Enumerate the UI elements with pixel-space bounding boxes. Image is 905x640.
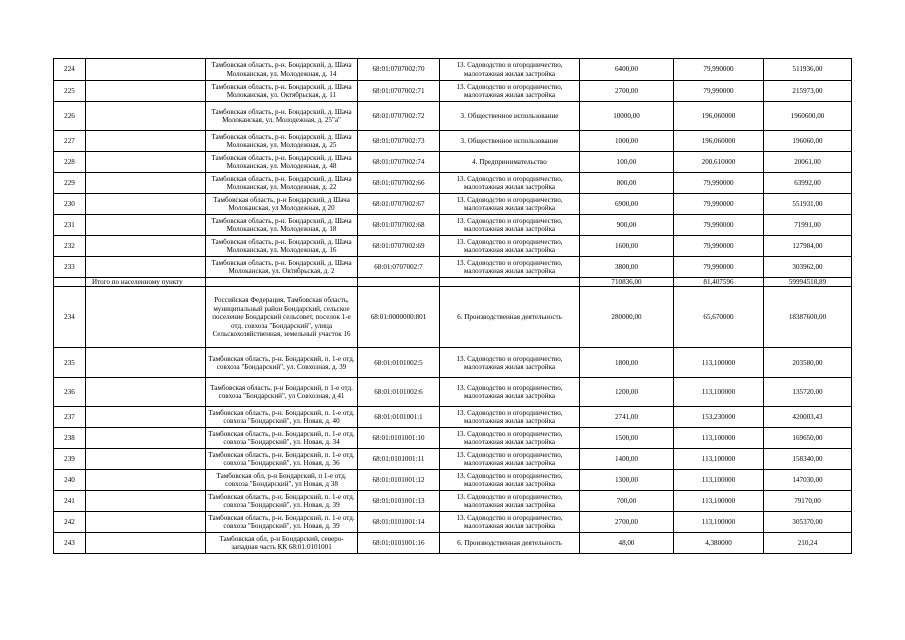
cadastral-number-cell: 68:01:0101001:16 xyxy=(358,533,440,554)
area-cell: 48,00 xyxy=(580,533,674,554)
land-use-cell: 13. Садоводство и огородничество, малоэтажная жилая застройка xyxy=(440,491,580,512)
address-cell: Тамбовская область, р-н. Бондарский, д. Шача Молоканская, ул. Молодежная, д. 14 xyxy=(206,59,358,81)
blank-cell xyxy=(86,131,206,152)
land-use-cell: 13. Садоводство и огородничество, малоэтажная жилая застройка xyxy=(440,407,580,428)
row-number-cell: 227 xyxy=(54,131,86,152)
specific-value-cell: 113,100000 xyxy=(674,449,764,470)
address-cell: Тамбовская область, р-н. Бондарский, д. Шача Молоканская, ул. Молодежная, д. 25 xyxy=(206,131,358,152)
specific-value-cell: 113,100000 xyxy=(674,512,764,533)
cadastral-number-cell: 68:01:0101001:14 xyxy=(358,512,440,533)
cadastral-value-cell: 196060,00 xyxy=(764,131,852,152)
blank-cell xyxy=(86,194,206,215)
specific-value-cell: 113,100000 xyxy=(674,348,764,378)
land-use-cell: 13. Садоводство и огородничество, малоэтажная жилая застройка xyxy=(440,428,580,449)
table-row xyxy=(54,470,852,491)
cadastral-value-cell: 18387600,00 xyxy=(764,287,852,348)
land-use-cell: 13. Садоводство и огородничество, малоэтажная жилая застройка xyxy=(440,215,580,236)
land-use-cell: 13. Садоводство и огородничество, малоэтажная жилая застройка xyxy=(440,470,580,491)
cadastral-number-cell: 68:01:0707002:70 xyxy=(358,59,440,81)
land-cadastral-value-table xyxy=(53,58,852,554)
cadastral-number-cell: 68:01:0707002:66 xyxy=(358,173,440,194)
blank-cell xyxy=(86,533,206,554)
address-cell: Тамбовская обл, р-н Бондарский, северо-западная часть КК 68:01:0101001 xyxy=(206,533,358,554)
address-cell: Тамбовская область, р-н. Бондарский, п. 1-е отд. совхоза "Бондарский", ул. Новая, д. 39 xyxy=(206,491,358,512)
cadastral-number-cell: 68:01:0707002:71 xyxy=(358,81,440,102)
specific-value-cell: 79,990000 xyxy=(674,81,764,102)
cadastral-value-cell: 1960600,00 xyxy=(764,102,852,131)
cadastral-number-cell: 68:01:0101002:5 xyxy=(358,348,440,378)
cadastral-value-cell: 215973,00 xyxy=(764,81,852,102)
row-number-cell: 235 xyxy=(54,348,86,378)
table-row xyxy=(54,407,852,428)
table-row xyxy=(54,81,852,102)
specific-value-cell: 196,060000 xyxy=(674,131,764,152)
table-row xyxy=(54,491,852,512)
row-number-cell: 239 xyxy=(54,449,86,470)
table-row xyxy=(54,59,852,81)
specific-value-cell: 65,670000 xyxy=(674,287,764,348)
row-number-cell: 231 xyxy=(54,215,86,236)
area-cell: 700,00 xyxy=(580,491,674,512)
cadastral-number-cell: 68:01:0707002:72 xyxy=(358,102,440,131)
blank-cell xyxy=(86,449,206,470)
address-cell: Тамбовская область, р-н. Бондарский, д. Шача Молоканская, ул. Октябрьская, д. 11 xyxy=(206,81,358,102)
address-cell: Тамбовская область, р-н. Бондарский, п. 1-е отд. совхоза "Бондарский", ул. Новая, д. 36 xyxy=(206,449,358,470)
cadastral-number-cell xyxy=(358,278,440,287)
address-cell: Тамбовская область, р-н. Бондарский, п. 1-е отд. совхоза "Бондарский", ул. Совхозная, д. 39 xyxy=(206,348,358,378)
specific-value-cell: 79,990000 xyxy=(674,194,764,215)
blank-cell xyxy=(86,428,206,449)
cadastral-value-cell: 158340,00 xyxy=(764,449,852,470)
blank-cell xyxy=(86,215,206,236)
address-cell: Тамбовская область, р-н. Бондарский, п. 1-е отд. совхоза "Бондарский", ул. Новая, д. 40 xyxy=(206,407,358,428)
cadastral-number-cell: 68:01:0707002:7 xyxy=(358,257,440,278)
row-number-cell: 236 xyxy=(54,378,86,407)
cadastral-number-cell: 68:01:0707002:74 xyxy=(358,152,440,173)
area-cell: 800,00 xyxy=(580,173,674,194)
cadastral-number-cell: 68:01:0707002:69 xyxy=(358,236,440,257)
specific-value-cell: 153,230000 xyxy=(674,407,764,428)
specific-value-cell: 113,100000 xyxy=(674,470,764,491)
cadastral-value-cell: 511936,00 xyxy=(764,59,852,81)
blank-cell xyxy=(86,173,206,194)
area-cell: 6400,00 xyxy=(580,59,674,81)
land-use-cell: 3. Общественное использование xyxy=(440,131,580,152)
total-row xyxy=(54,278,852,287)
area-cell: 6900,00 xyxy=(580,194,674,215)
row-number-cell: 233 xyxy=(54,257,86,278)
blank-cell xyxy=(86,512,206,533)
area-cell: 2700,00 xyxy=(580,81,674,102)
blank-cell xyxy=(86,378,206,407)
table-row xyxy=(54,131,852,152)
blank-cell xyxy=(86,236,206,257)
specific-value-cell: 200,610000 xyxy=(674,152,764,173)
specific-value-cell: 79,990000 xyxy=(674,59,764,81)
address-cell: Тамбовская область, р-н. Бондарский, д. Шача Молоканская, ул. Молодежная, д. 16 xyxy=(206,236,358,257)
cadastral-number-cell: 68:01:0101002:6 xyxy=(358,378,440,407)
area-cell: 1400,00 xyxy=(580,449,674,470)
row-number-cell: 241 xyxy=(54,491,86,512)
land-use-cell: 13. Садоводство и огородничество, малоэтажная жилая застройка xyxy=(440,173,580,194)
address-cell: Тамбовская область, р-н Бондарский, д Шача Молоканская, ул Молодежная, д 20 xyxy=(206,194,358,215)
table-row xyxy=(54,348,852,378)
row-number-cell: 240 xyxy=(54,470,86,491)
table-body xyxy=(54,59,852,554)
row-number-cell xyxy=(54,278,86,287)
cadastral-number-cell: 68:01:0101001:13 xyxy=(358,491,440,512)
table-row xyxy=(54,152,852,173)
cadastral-number-cell: 68:01:0707002:67 xyxy=(358,194,440,215)
table-row xyxy=(54,173,852,194)
blank-cell xyxy=(86,152,206,173)
area-cell: 10000,00 xyxy=(580,102,674,131)
area-cell: 710836,00 xyxy=(580,278,674,287)
cadastral-value-cell: 420003,43 xyxy=(764,407,852,428)
row-number-cell: 224 xyxy=(54,59,86,81)
land-use-cell: 6. Производственная деятельность xyxy=(440,287,580,348)
cadastral-number-cell: 68:01:0707002:73 xyxy=(358,131,440,152)
row-number-cell: 230 xyxy=(54,194,86,215)
area-cell: 1300,00 xyxy=(580,470,674,491)
specific-value-cell: 113,100000 xyxy=(674,378,764,407)
table-row xyxy=(54,428,852,449)
area-cell: 1200,00 xyxy=(580,378,674,407)
cadastral-number-cell: 68:01:0101001:12 xyxy=(358,470,440,491)
cadastral-value-cell: 79170,00 xyxy=(764,491,852,512)
row-number-cell: 225 xyxy=(54,81,86,102)
address-cell: Тамбовская область, р-н. Бондарский, д. Шача Молоканская, ул. Молодежная, д. 18 xyxy=(206,215,358,236)
cadastral-value-cell: 71991,00 xyxy=(764,215,852,236)
land-use-cell: 13. Садоводство и огородничество, малоэтажная жилая застройка xyxy=(440,257,580,278)
specific-value-cell: 113,100000 xyxy=(674,491,764,512)
row-number-cell: 228 xyxy=(54,152,86,173)
table-row xyxy=(54,257,852,278)
cadastral-value-cell: 551931,00 xyxy=(764,194,852,215)
address-cell: Тамбовская область, р-н. Бондарский, д. Шача Молоканская, ул. Молодежная, д. 25"а" xyxy=(206,102,358,131)
address-cell: Тамбовская область, р-н. Бондарский, д. Шача Молоканская, ул. Октябрьская, д. 2 xyxy=(206,257,358,278)
land-use-cell: 4. Предпринимательство xyxy=(440,152,580,173)
row-number-cell: 237 xyxy=(54,407,86,428)
area-cell: 280000,00 xyxy=(580,287,674,348)
cadastral-value-cell: 135720,00 xyxy=(764,378,852,407)
area-cell: 1800,00 xyxy=(580,348,674,378)
row-number-cell: 232 xyxy=(54,236,86,257)
land-use-cell: 3. Общественное использование xyxy=(440,102,580,131)
row-number-cell: 238 xyxy=(54,428,86,449)
specific-value-cell: 79,990000 xyxy=(674,215,764,236)
specific-value-cell: 113,100000 xyxy=(674,428,764,449)
address-cell: Тамбовская область, р-н. Бондарский, д. Шача Молоканская, ул. Молодежная, д. 48 xyxy=(206,152,358,173)
table-row xyxy=(54,215,852,236)
area-cell: 2741,00 xyxy=(580,407,674,428)
address-cell: Тамбовская область, р-н. Бондарский, п. 1-е отд. совхоза "Бондарский", ул. Новая, д. 39 xyxy=(206,512,358,533)
area-cell: 2700,00 xyxy=(580,512,674,533)
land-use-cell: 13. Садоводство и огородничество, малоэтажная жилая застройка xyxy=(440,194,580,215)
land-use-cell: 13. Садоводство и огородничество, малоэтажная жилая застройка xyxy=(440,59,580,81)
table-row xyxy=(54,287,852,348)
cadastral-value-cell: 147030,00 xyxy=(764,470,852,491)
row-number-cell: 234 xyxy=(54,287,86,348)
row-number-cell: 229 xyxy=(54,173,86,194)
land-use-cell xyxy=(440,278,580,287)
row-number-cell: 242 xyxy=(54,512,86,533)
area-cell: 1000,00 xyxy=(580,131,674,152)
blank-cell xyxy=(86,287,206,348)
table-row xyxy=(54,236,852,257)
specific-value-cell: 79,990000 xyxy=(674,257,764,278)
specific-value-cell: 81,407596 xyxy=(674,278,764,287)
total-label-cell: Итого по населенному пункту xyxy=(86,278,206,287)
cadastral-value-cell: 169650,00 xyxy=(764,428,852,449)
land-use-cell: 13. Садоводство и огородничество, малоэтажная жилая застройка xyxy=(440,378,580,407)
specific-value-cell: 196,060000 xyxy=(674,102,764,131)
cadastral-value-cell: 20061,00 xyxy=(764,152,852,173)
blank-cell xyxy=(86,491,206,512)
cadastral-value-cell: 210,24 xyxy=(764,533,852,554)
blank-cell xyxy=(86,59,206,81)
blank-cell xyxy=(86,102,206,131)
table-row xyxy=(54,378,852,407)
area-cell: 1500,00 xyxy=(580,428,674,449)
address-cell: Тамбовская область, р-н. Бондарский, д. Шача Молоканская, ул. Молодежная, д. 22 xyxy=(206,173,358,194)
area-cell: 1600,00 xyxy=(580,236,674,257)
row-number-cell: 243 xyxy=(54,533,86,554)
area-cell: 3800,00 xyxy=(580,257,674,278)
cadastral-number-cell: 68:01:0707002:68 xyxy=(358,215,440,236)
table-row xyxy=(54,533,852,554)
cadastral-number-cell: 68:01:0000000:801 xyxy=(358,287,440,348)
table-row xyxy=(54,449,852,470)
address-cell: Тамбовская область, р-н Бондарский, п 1-е отд. совхоза "Бондарский", ул Совхозная, д 41 xyxy=(206,378,358,407)
specific-value-cell: 4,380000 xyxy=(674,533,764,554)
land-use-cell: 13. Садоводство и огородничество, малоэтажная жилая застройка xyxy=(440,449,580,470)
specific-value-cell: 79,990000 xyxy=(674,236,764,257)
land-use-cell: 6. Производственная деятельность xyxy=(440,533,580,554)
table-row xyxy=(54,102,852,131)
cadastral-value-cell: 203580,00 xyxy=(764,348,852,378)
cadastral-value-cell: 305370,00 xyxy=(764,512,852,533)
land-use-cell: 13. Садоводство и огородничество, малоэтажная жилая застройка xyxy=(440,81,580,102)
cadastral-number-cell: 68:01:0101001:10 xyxy=(358,428,440,449)
area-cell: 100,00 xyxy=(580,152,674,173)
area-cell: 900,00 xyxy=(580,215,674,236)
address-cell xyxy=(206,278,358,287)
blank-cell xyxy=(86,81,206,102)
row-number-cell: 226 xyxy=(54,102,86,131)
land-use-cell: 13. Садоводство и огородничество, малоэтажная жилая застройка xyxy=(440,512,580,533)
blank-cell xyxy=(86,348,206,378)
land-use-cell: 13. Садоводство и огородничество, малоэтажная жилая застройка xyxy=(440,236,580,257)
address-cell: Российская Федерация, Тамбовская область, муниципальный район Бондарский, сельское поселение Бондарский сельсовет, поселок 1-е отд. совхоза "Бондарский", улица Сельскохозяйственная, земельный участок 16 xyxy=(206,287,358,348)
address-cell: Тамбовская обл, р-н Бондарский, п 1-е отд. совхоза "Бондарский", ул Новая, д 38 xyxy=(206,470,358,491)
land-use-cell: 13. Садоводство и огородничество, малоэтажная жилая застройка xyxy=(440,348,580,378)
blank-cell xyxy=(86,257,206,278)
cadastral-value-cell: 303962,00 xyxy=(764,257,852,278)
table-row xyxy=(54,194,852,215)
cadastral-value-cell: 59994518,89 xyxy=(764,278,852,287)
table-row xyxy=(54,512,852,533)
specific-value-cell: 79,990000 xyxy=(674,173,764,194)
cadastral-value-cell: 63992,00 xyxy=(764,173,852,194)
address-cell: Тамбовская область, р-н. Бондарский, п. 1-е отд. совхоза "Бондарский", ул. Новая, д. 34 xyxy=(206,428,358,449)
blank-cell xyxy=(86,407,206,428)
blank-cell xyxy=(86,470,206,491)
cadastral-number-cell: 68:01:0101001:11 xyxy=(358,449,440,470)
cadastral-number-cell: 68:01:0101001:1 xyxy=(358,407,440,428)
cadastral-value-cell: 127984,00 xyxy=(764,236,852,257)
